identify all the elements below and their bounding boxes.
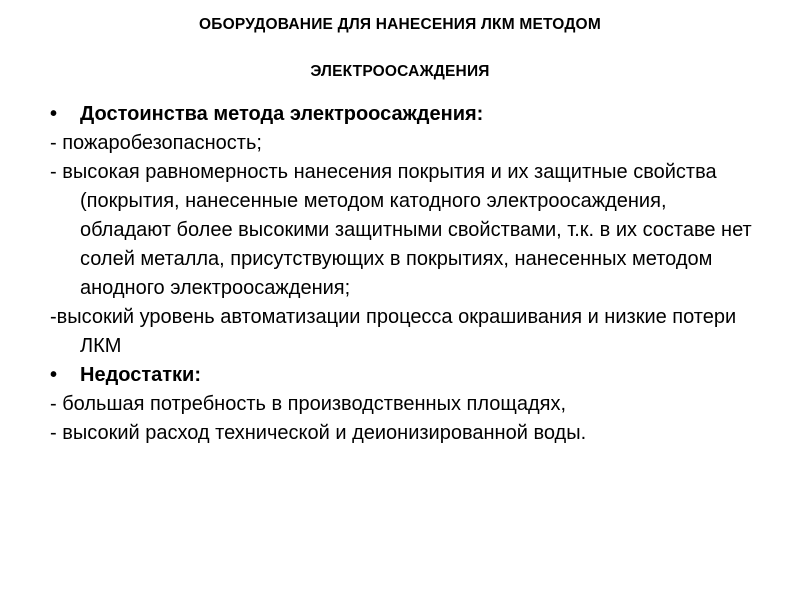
- slide-title-line-2: ЭЛЕКТРООСАЖДЕНИЯ: [310, 63, 490, 80]
- advantages-heading-text: Достоинства метода электроосаждения:: [80, 103, 484, 125]
- bullet-icon: •: [50, 364, 58, 386]
- advantage-item: - пожаробезопасность;: [50, 132, 262, 154]
- advantages-heading: [50, 100, 760, 129]
- slide-body: [50, 100, 760, 448]
- disadvantages-heading: [50, 361, 760, 390]
- disadvantage-item: - большая потребность в производственных площадях,: [50, 393, 566, 415]
- slide-title-line-1: ОБОРУДОВАНИЕ ДЛЯ НАНЕСЕНИЯ ЛКМ МЕТОДОМ: [199, 16, 601, 33]
- bullet-icon: •: [50, 103, 58, 125]
- advantage-item: -высокий уровень автоматизации процесса окрашивания и низкие потери ЛКМ: [50, 306, 737, 357]
- disadvantages-heading-text: Недостатки:: [80, 364, 202, 386]
- disadvantage-item: - высокий расход технической и деионизированной воды.: [50, 422, 587, 444]
- advantage-item: - высокая равномерность нанесения покрытия и их защитные свойства (покрытия, нанесенные методом катодного электроосаждения, обладают более высокими защитными свойствами, т.к. в их составе нет солей металла, присутствующих в покрытиях, нанесенных методом анодного электроосаждения;: [50, 161, 752, 299]
